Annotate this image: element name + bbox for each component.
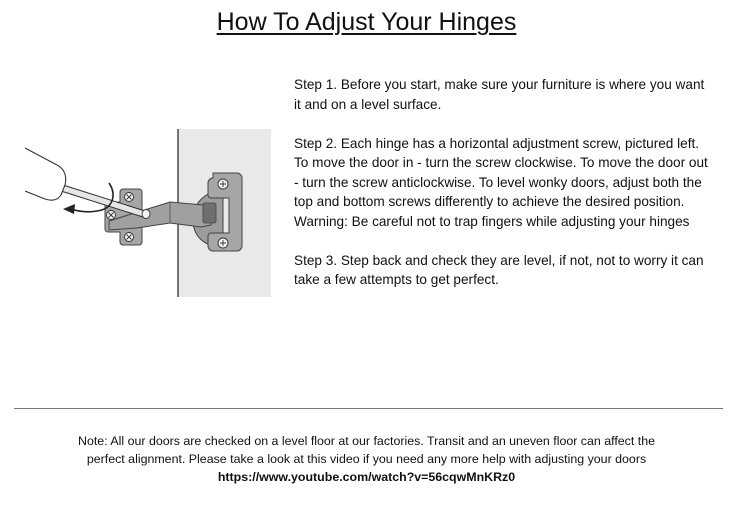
note-line-2: perfect alignment. Please take a look at this video if you need any more help with adjusting your doors — [86, 452, 647, 466]
plate-screw-icon — [125, 193, 134, 202]
video-link[interactable]: https://www.youtube.com/watch?v=56cqwMnKRz0 — [217, 470, 516, 484]
footer-note — [20, 432, 713, 486]
instructions-text — [294, 75, 714, 290]
adjustment-screw — [142, 210, 150, 219]
warning: Warning: Be careful not to trap fingers while adjusting your hinges — [294, 213, 690, 229]
plate-screw-icon — [107, 211, 116, 220]
hinge-adjustment-illustration — [25, 125, 275, 300]
note-line-1: Note: All our doors are checked on a level floor at our factories. Transit and an uneven floor can affect the — [78, 434, 655, 448]
screwdriver-handle — [25, 148, 66, 200]
door-screw-icon — [218, 238, 228, 248]
step-2: Step 2. Each hinge has a horizontal adjustment screw, pictured left. To move the door in - turn the screw clockwise. To move the door out - turn the screw anticlockwise. To level wonky doors, adjust both the top and bottom screws differently to achieve the desired position. — [294, 135, 708, 209]
page-title: How To Adjust Your Hinges — [216, 8, 517, 36]
step-3: Step 3. Step back and check they are level, if not, not to worry it can take a few attempts to get perfect. — [294, 252, 704, 287]
step-1: Step 1. Before you start, make sure your furniture is where you want it and on a level surface. — [294, 77, 705, 112]
door-screw-icon — [218, 179, 228, 189]
hinge-adjuster-block — [203, 203, 216, 223]
divider — [14, 408, 723, 409]
plate-screw-icon — [125, 233, 134, 242]
